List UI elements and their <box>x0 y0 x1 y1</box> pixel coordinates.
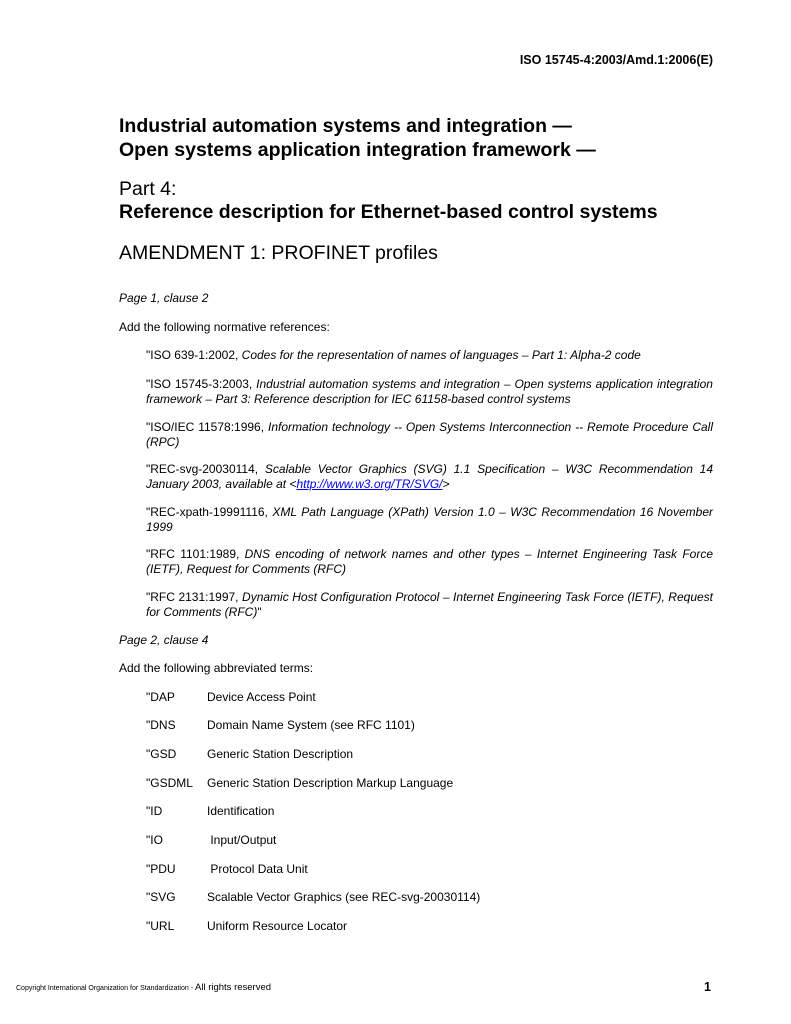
abbreviation-row: "DNS Domain Name System (see RFC 1101) <box>146 718 415 732</box>
abbreviation-row: "ID Identification <box>146 804 275 818</box>
part-label: Part 4: <box>119 178 177 200</box>
section2-intro: Add the following abbreviated terms: <box>119 661 314 675</box>
abbreviation-row: "URL Uniform Resource Locator <box>146 919 348 933</box>
reference-item: "REC-xpath-19991116, XML Path Language (XPath) Version 1.0 – W3C Recommendation 16 November 1999 <box>146 505 713 534</box>
svg-spec-link[interactable]: http://www.w3.org/TR/SVG/ <box>296 476 443 491</box>
abbreviation-row: "PDU Protocol Data Unit <box>146 862 308 876</box>
amendment-title: AMENDMENT 1: PROFINET profiles <box>119 242 438 264</box>
abbreviation-row: "GSD Generic Station Description <box>146 747 354 761</box>
reference-item: "RFC 2131:1997, Dynamic Host Configuration Protocol – Internet Engineering Task Force (IETF), Request for Comments (RFC)" <box>146 590 713 619</box>
section2-location: Page 2, clause 4 <box>119 633 209 647</box>
section1-intro: Add the following normative references: <box>119 320 330 334</box>
reference-item: "ISO 639-1:2002, Codes for the representation of names of languages – Part 1: Alpha-2 code <box>146 348 641 362</box>
part-title: Reference description for Ethernet-based control systems <box>119 201 658 223</box>
abbreviation-row: "DAP Device Access Point <box>146 690 316 704</box>
abbreviation-row: "GSDML Generic Station Description Markup Language <box>146 776 454 790</box>
reference-item: "ISO/IEC 11578:1996, Information technology -- Open Systems Interconnection -- Remote Procedure Call (RPC) <box>146 420 713 449</box>
title-line-1: Industrial automation systems and integration — <box>119 115 572 137</box>
copyright-notice: Copyright International Organization for Standardization - All rights reserved <box>16 982 272 993</box>
section1-location: Page 1, clause 2 <box>119 291 209 305</box>
page-number: 1 <box>704 980 711 994</box>
abbreviation-row: "IO Input/Output <box>146 833 277 847</box>
abbreviation-row: "SVG Scalable Vector Graphics (see REC-svg-20030114) <box>146 890 481 904</box>
reference-item: "REC-svg-20030114, Scalable Vector Graphics (SVG) 1.1 Specification – W3C Recommendation 14 January 2003, available at <http://www.w3.org/TR/SVG/> <box>146 462 713 491</box>
reference-item: "RFC 1101:1989, DNS encoding of network names and other types – Internet Engineering Task Force (IETF), Request for Comments (RFC) <box>146 547 713 576</box>
document-id: ISO 15745-4:2003/Amd.1:2006(E) <box>519 53 713 67</box>
reference-item: "ISO 15745-3:2003, Industrial automation systems and integration – Open systems application integration framework – Part 3: Reference description for IEC 61158-based control systems <box>146 377 713 406</box>
title-line-2: Open systems application integration framework — <box>119 139 596 161</box>
